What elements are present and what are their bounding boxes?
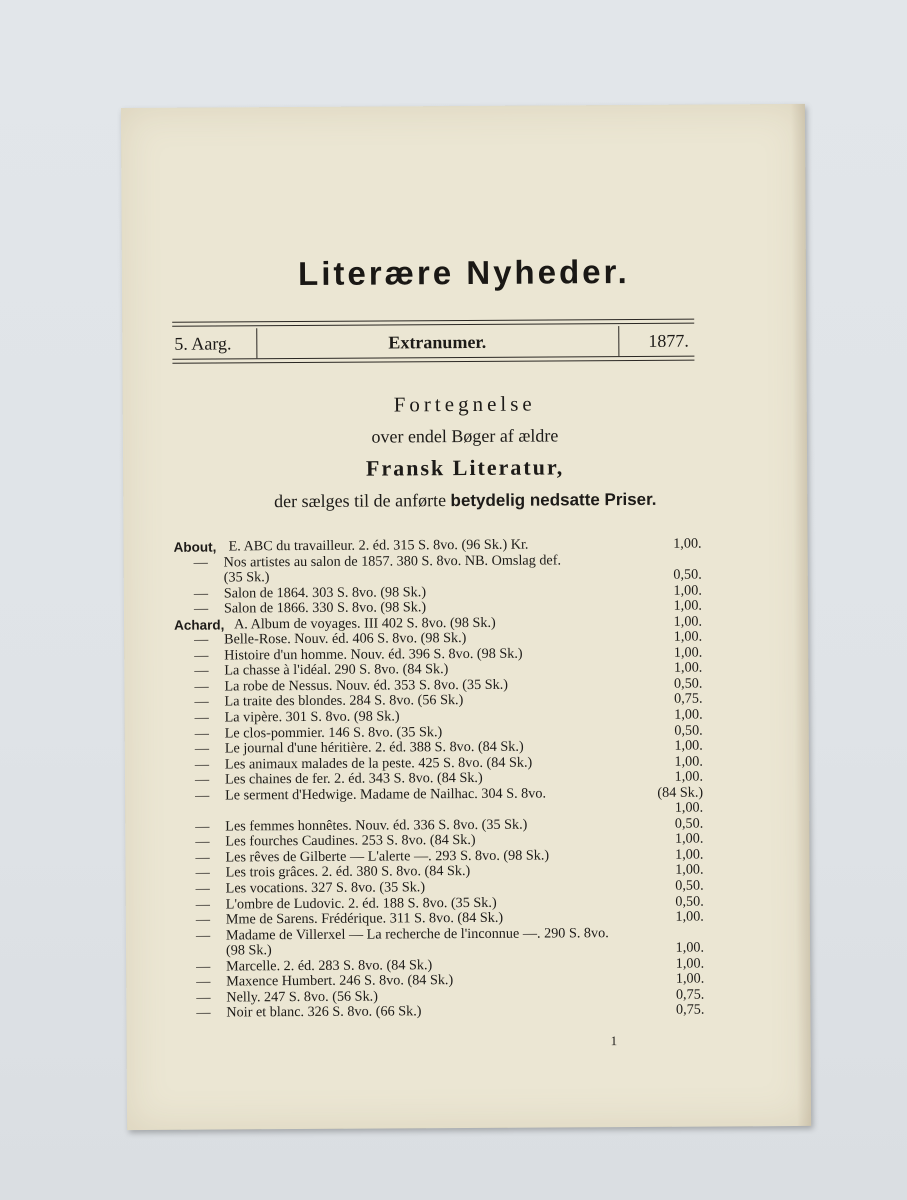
entry-text: E. ABC du travailleur. 2. éd. 315 S. 8vo. (96 Sk.) Kr. (228, 536, 529, 555)
entry-price: 1,00. (674, 753, 703, 770)
entry-dash: — (196, 989, 211, 1006)
heading-subtitle: over endel Bøger af ældre (371, 425, 559, 447)
entry-dash: — (195, 896, 210, 913)
book-list (174, 537, 705, 1022)
entry-dash: — (194, 678, 209, 695)
entry-dash: — (193, 600, 209, 617)
header-separator-right (618, 326, 619, 356)
entry-text: Les vocations. 327 S. 8vo. (35 Sk.) (225, 879, 426, 897)
entry-text: Marcelle. 2. éd. 283 S. 8vo. (84 Sk.) (226, 956, 433, 975)
entry-dash: — (195, 927, 211, 944)
year-label: 1877. (648, 330, 689, 351)
header-rule-bottom-double (172, 360, 694, 364)
entry-price: 0,50. (674, 815, 704, 832)
entry-text: Les chaines de fer. 2. éd. 343 S. 8vo. (84 Sk.) (224, 770, 483, 788)
entry-text: Les trois grâces. 2. éd. 380 S. 8vo. (84 Sk.) (225, 863, 471, 881)
entry-price: 0,75. (675, 986, 705, 1003)
entry-dash: — (195, 787, 210, 804)
entry-dash: — (195, 818, 210, 835)
entry-dash: — (195, 833, 210, 851)
entry-dash: — (195, 911, 211, 928)
entry-price: 1,00. (673, 628, 703, 646)
entry-dash: — (194, 662, 209, 680)
entry-price: 1,00. (675, 970, 705, 988)
entry-price: 1,00. (673, 597, 702, 614)
entry-price: 1,00. (675, 908, 704, 925)
list-item (176, 1003, 704, 1022)
heading-price-note (123, 488, 807, 513)
entry-text: L'ombre de Ludovic. 2. éd. 188 S. 8vo. (35 Sk.) (225, 894, 497, 913)
entry-price: 1,00. (675, 939, 705, 956)
entry-text: Le journal d'une héritière. 2. éd. 388 S. 8vo. (84 Sk.) (224, 738, 524, 757)
heading-fortegnelse: Fortegnelse (393, 391, 536, 417)
entry-dash: — (195, 849, 210, 866)
volume-label: 5. Aarg. (174, 333, 232, 354)
entry-price: 1,00. (673, 644, 703, 661)
entry-text: Mme de Sarens. Frédérique. 311 S. 8vo. (84 Sk.) (225, 909, 504, 928)
entry-price: 0,50. (673, 675, 703, 692)
entry-text: (35 Sk.) (223, 569, 270, 586)
entry-text: La traite des blondes. 284 S. 8vo. (56 Sk.) (224, 692, 464, 710)
entry-text: Les rêves de Gilberte — L'alerte —. 293 S. 8vo. (98 Sk.) (225, 847, 550, 866)
entry-text: Le clos-pommier. 146 S. 8vo. (35 Sk.) (224, 723, 443, 742)
heading-fransk-literatur: Fransk Literatur, (365, 454, 565, 481)
entry-text: Nos artistes au salon de 1857. 380 S. 8vo. NB. Omslag def. (223, 551, 562, 571)
entry-dash: — (194, 725, 209, 742)
entry-price: 0,50. (674, 722, 703, 739)
entry-text: La vipère. 301 S. 8vo. (98 Sk.) (224, 708, 400, 726)
entry-price: 1,00. (673, 582, 702, 599)
entry-price: 1,00. (674, 706, 703, 723)
entry-dash: — (196, 973, 211, 990)
entry-text: La robe de Nessus. Nouv. éd. 353 S. 8vo. (35 Sk.) (224, 676, 509, 695)
entry-dash: — (194, 709, 209, 726)
entry-text: Noir et blanc. 326 S. 8vo. (66 Sk.) (226, 1003, 422, 1021)
entry-price: 0,50. (673, 566, 702, 583)
entry-price: 1,00. (673, 613, 703, 630)
entry-text: Les animaux malades de la peste. 425 S. 8vo. (84 Sk.) (224, 754, 533, 773)
entry-text: Nelly. 247 S. 8vo. (56 Sk.) (226, 988, 378, 1006)
header-rule-top-double (172, 323, 694, 327)
entry-text: Salon de 1864. 303 S. 8vo. (98 Sk.) (223, 583, 427, 602)
entry-dash: — (194, 631, 209, 648)
entry-dash: — (194, 771, 210, 788)
entry-text: Histoire d'un homme. Nouv. éd. 396 S. 8vo. (98 Sk.) (224, 645, 523, 664)
price-note-text: der sælges til de anførte (274, 490, 451, 512)
entry-price: 1,00. (675, 846, 704, 863)
entry-price: 1,00. (674, 799, 704, 817)
entry-text: Les femmes honnêtes. Nouv. éd. 336 S. 8vo. (35 Sk.) (225, 816, 528, 835)
journal-title: Literære Nyheder. (297, 252, 630, 293)
entry-price: 1,00. (674, 830, 704, 848)
entry-dash: — (194, 740, 210, 757)
entry-text: Salon de 1866. 330 S. 8vo. (98 Sk.) (223, 599, 427, 617)
entry-dash: — (194, 694, 209, 711)
entry-text: (98 Sk.) (225, 942, 272, 959)
entry-author: About, (173, 539, 217, 555)
entry-dash: — (195, 865, 210, 882)
entry-text: Belle-Rose. Nouv. éd. 406 S. 8vo. (98 Sk.) (224, 630, 467, 648)
entry-price: (84 Sk.) (657, 784, 704, 801)
entry-dash: — (196, 1004, 211, 1022)
entry-text: A. Album de voyages. III 402 S. 8vo. (98 Sk.) (233, 614, 496, 633)
entry-text: Le serment d'Hedwige. Madame de Nailhac. 304 S. 8vo. (225, 785, 547, 804)
entry-price: 0,75. (675, 1001, 705, 1019)
entry-price: 0,75. (674, 691, 703, 708)
entry-dash: — (193, 585, 209, 602)
entry-text: Maxence Humbert. 246 S. 8vo. (84 Sk.) (226, 972, 454, 990)
entry-price: 1,00. (673, 659, 703, 677)
entry-dash: — (195, 880, 210, 897)
entry-dash: — (194, 647, 209, 664)
entry-price: 1,00. (675, 955, 705, 972)
price-note-bold: betydelig nedsatte Priser. (450, 489, 657, 511)
issue-label: Extranumer. (388, 331, 487, 353)
entry-dash: — (193, 554, 208, 571)
entry-dash: — (196, 958, 211, 975)
entry-price: 1,00. (674, 737, 703, 754)
entry-price: 1,00. (675, 862, 704, 879)
catalogue-page (121, 104, 811, 1130)
entry-price: 1,00. (673, 535, 702, 552)
entry-text: La chasse à l'idéal. 290 S. 8vo. (84 Sk.) (224, 661, 449, 679)
entry-price: 1,00. (674, 768, 704, 785)
entry-text: Les fourches Caudines. 253 S. 8vo. (84 Sk.) (225, 832, 476, 850)
entry-price: 0,50. (675, 893, 704, 910)
page-number: 1 (610, 1033, 618, 1049)
entry-price: 0,50. (675, 877, 704, 894)
entry-author: Achard, (173, 617, 225, 633)
entry-dash: — (194, 756, 210, 773)
entry-text: Madame de Villerxel — La recherche de l'inconnue —. 290 S. 8vo. (225, 924, 609, 944)
